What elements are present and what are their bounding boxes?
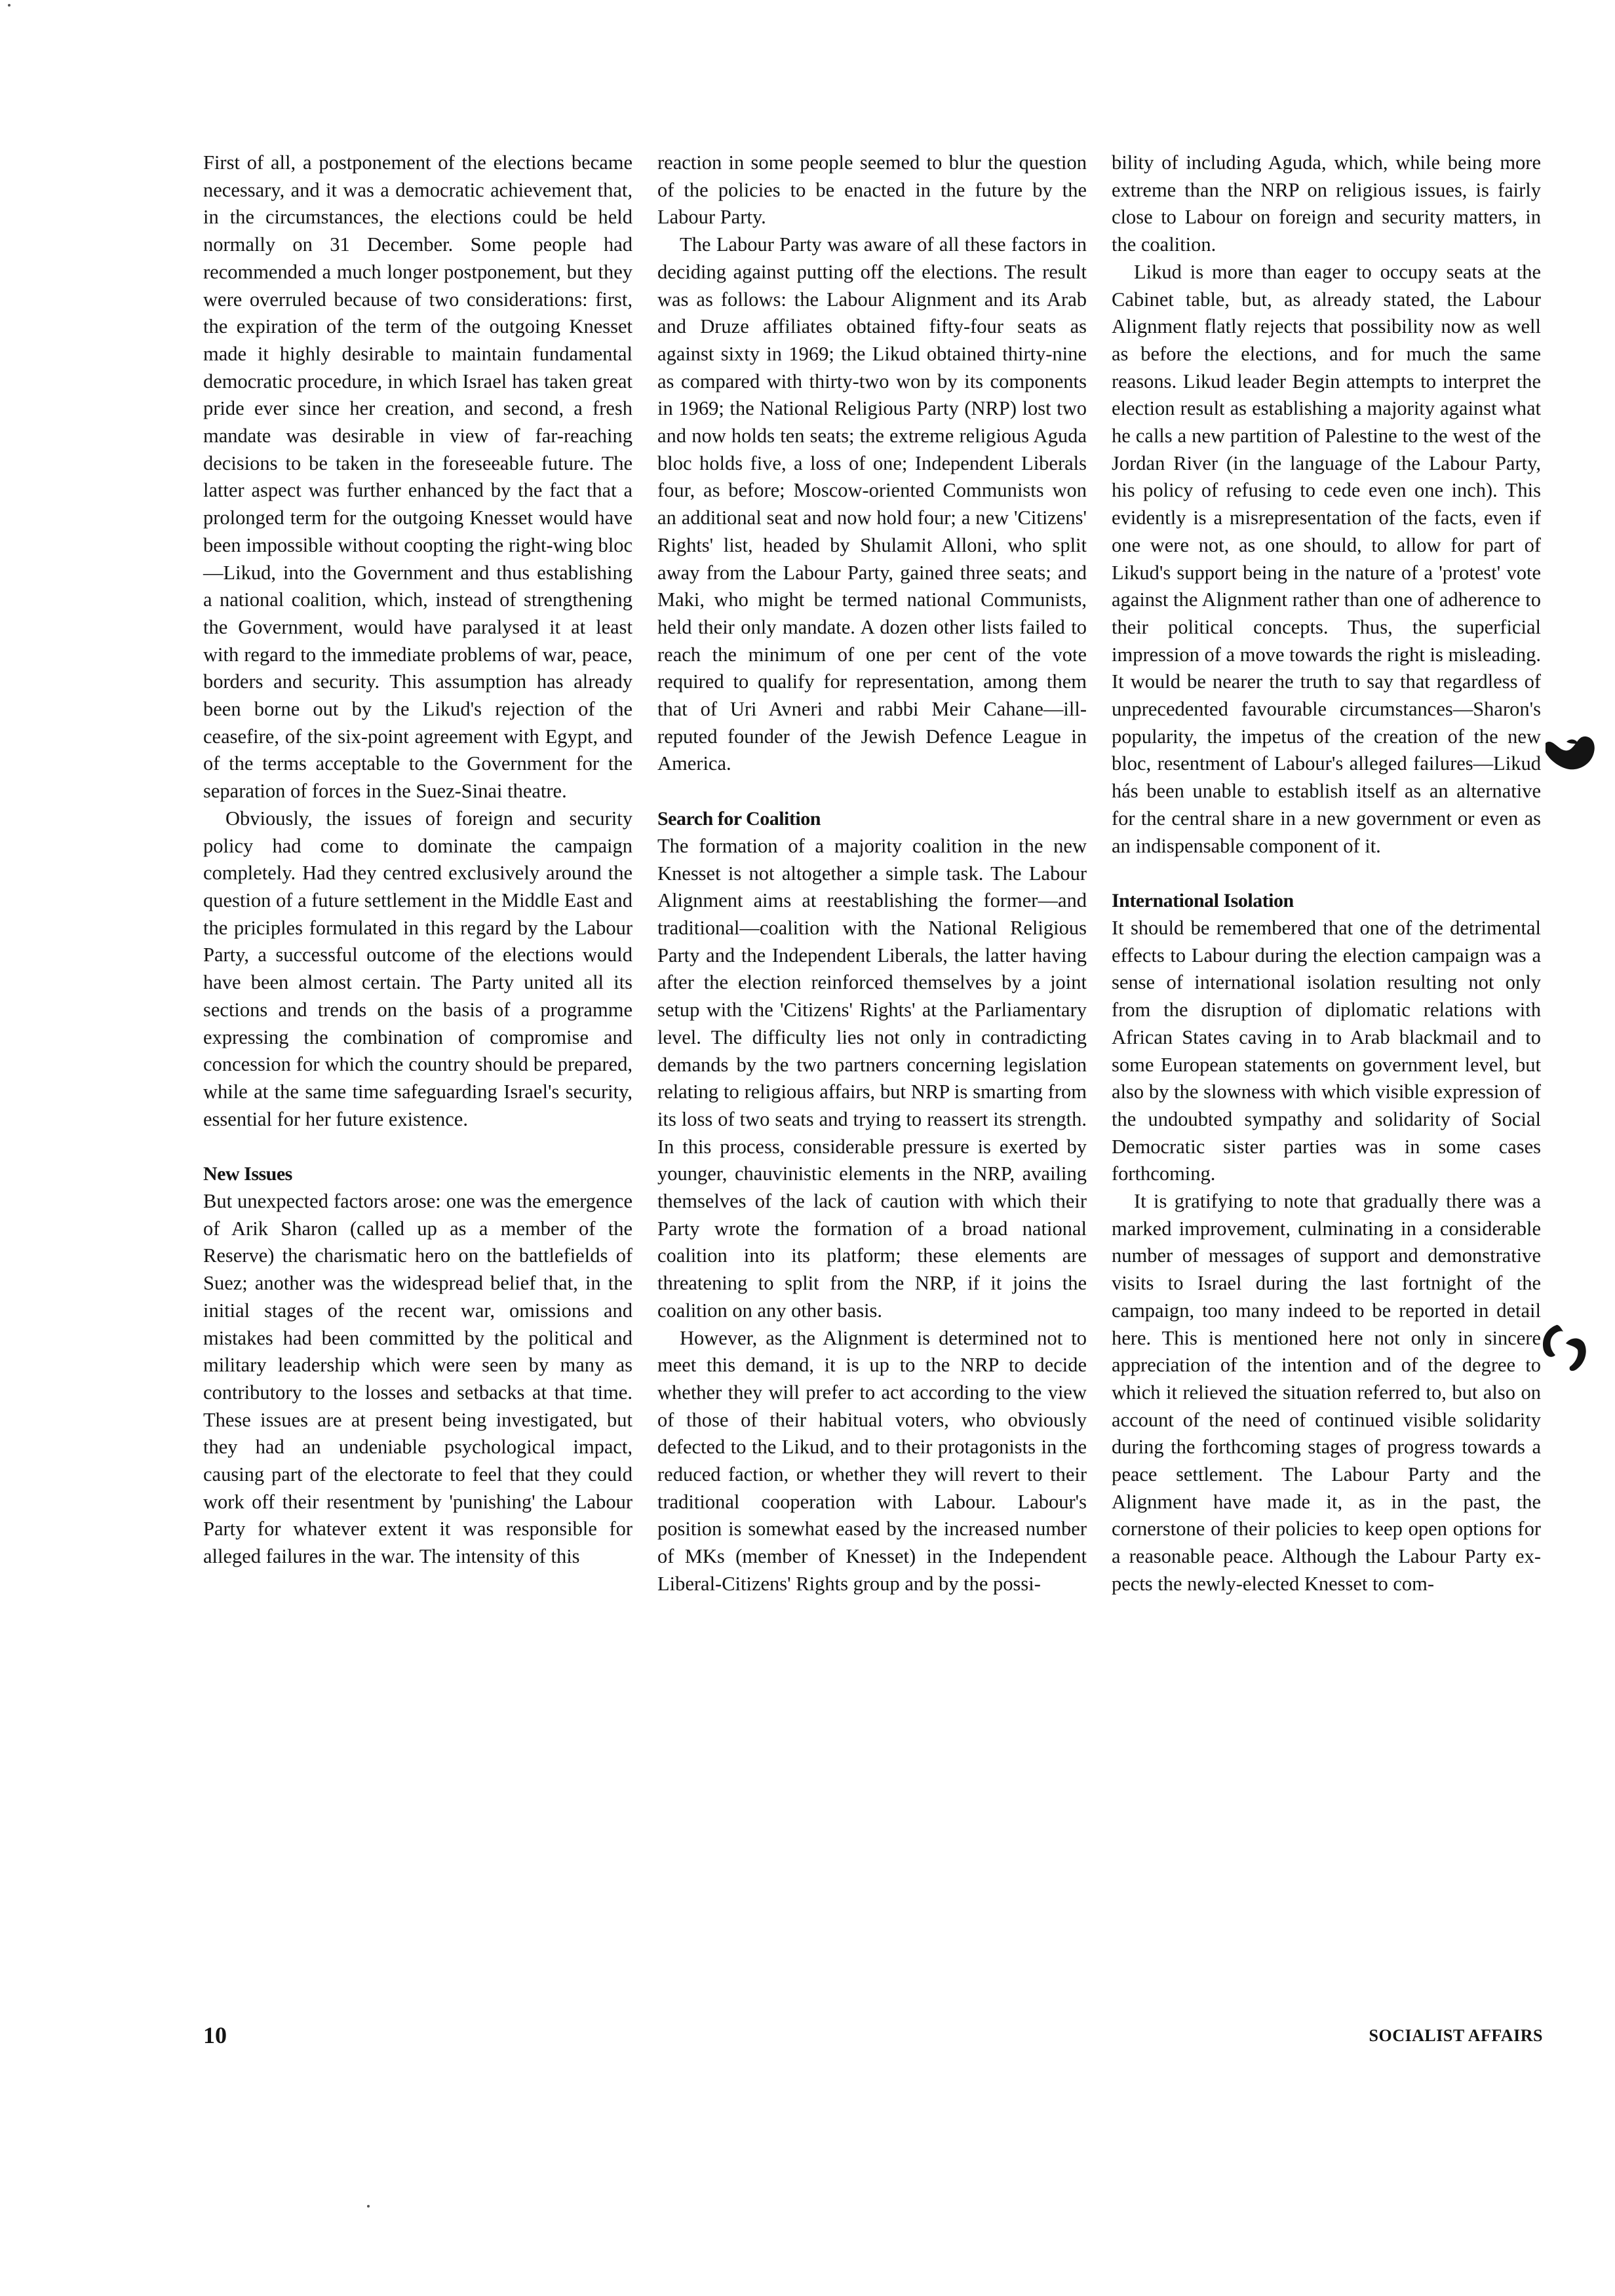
paragraph: The formation of a majority coalition in the new Knesset is not altogether a simple task. The Labour Alignment aims at reestablishing the former—and traditional—coalition with the National Religious Party and the Independent Liberals, the latter having after the election reinforced themselves by a joint setup with the 'Citizens' Rights' at the Parliamentary level. The difficulty lies not only in contradicting demands by the two partners concerning legislation relating to religious affairs, but NRP is smarting from its loss of two seats and trying to reassert its strength. In this process, considerable pressure is exerted by younger, chauvinistic elements in the NRP, availing themselves of the lack of caution with which their Party wrote the formation of a broad national coalition into its platform; these elements are threatening to split from the NRP, if it joins the coalition on any other basis. <box>657 834 1087 1322</box>
paragraph: Likud is more than eager to occupy seats at the Cabinet table, but, as already stated, the Labour Alignment flatly rejects that possibility now as well as before the elections, and for much the same reasons. Likud leader Begin attempts to interpret the election result as establishing a majority against what he calls a new partition of Palestine to the west of the Jordan River (in the language of the Labour Party, his policy of refusing to cede even one inch). This evidently is a misrepresentation of the facts, even if one were not, as one should, to allow for part of Likud's support being in the nature of a 'protest' vote against the Alignment rather than one of adherence to their political concepts. Thus, the superficial impression of a move towards the right is misleading. It would be nearer the truth to say that regardless of unprecedented favourable circumstances—Sharon's popularity, the impetus of the creation of the new bloc, resentment of Labour's alleged failures—Likud hás been unable to establish itself as an alternative for the central share in a new government or even as an indispensable component of it. <box>1112 260 1541 857</box>
paragraph: But unexpected factors arose: one was the emergence of Arik Sharon (called up as a member of the Reserve) the charismatic hero on the battlefields of Suez; another was the widespread belief that, in the initial stages of the recent war, omissions and mistakes had been committed by the political and military leadership which were seen by many as contributory to the losses and setbacks at that time. These issues are at present being investigated, but they had an undeniable psychological impact, causing part of the electorate to feel that they could work off their resentment by 'punishing' the Labour Party for whatever extent it was responsible for alleged failures in the war. The intensity of this <box>203 1190 632 1568</box>
scan-speck <box>8 4 10 7</box>
scan-speck <box>367 2205 370 2208</box>
article-column-1 <box>203 149 632 1571</box>
article-column-2 <box>657 149 1087 1598</box>
paragraph: reaction in some people seemed to blur the question of the policies to be enacted in the future by the Labour Party. <box>657 151 1087 229</box>
section-heading-search-for-coalition: Search for Coalition <box>657 808 821 830</box>
section-heading-new-issues: New Issues <box>203 1163 292 1185</box>
binding-mark-icon <box>1537 1317 1596 1376</box>
article-column-3 <box>1112 149 1541 1598</box>
paragraph: bility of including Aguda, which, while being more extreme than the NRP on religious issues, is fairly close to Labour on foreign and security matters, in the coalition. <box>1112 151 1541 256</box>
binding-mark-icon <box>1540 723 1599 782</box>
paragraph: It is gratifying to note that gradually there was a marked improvement, culminating in a considerable number of messages of support and demonstrative visits to Israel during the last fortnight of the campaign, too many indeed to be reported in detail here. This is mentioned here not only in sincere appreciation of the intention and of the degree to which it relieved the situation referred to, but also on account of the need of continued visible solidarity during the forthcoming stages of progress towards a peace settlement. The Labour Party and the Alignment have made it, as in the past, the cornerstone of their policies to keep open options for a reasonable peace. Although the Labour Party expects the newly-elected Knesset to com- <box>1112 1190 1541 1595</box>
journal-name: SOCIALIST AFFAIRS <box>1369 2026 1543 2045</box>
paragraph: Obviously, the issues of foreign and security policy had come to dominate the campaign completely. Had they centred exclusively around the question of a future settlement in the Middle East and the priciples formulated in this regard by the Labour Party, a successful outcome of the elections would have been almost certain. The Party united all its sections and trends on the basis of a programme expressing the combination of compromise and concession for which the country should be prepared, while at the same time safeguarding Israel's security, essential for her future existence. <box>203 807 632 1130</box>
paragraph: First of all, a postponement of the elections became necessary, and it was a democratic achievement that, in the circumstances, the elections could be held normally on 31 December. Some people had recommended a much longer postponement, but they were overruled because of two considerations: first, the expiration of the term of the outgoing Knesset made it highly desirable to maintain fundamental democratic procedure, in which Israel has taken great pride ever since her creation, and second, a fresh mandate was desirable in view of far-reaching decisions to be taken in the foreseeable future. The latter aspect was further enhanced by the fact that a prolonged term for the outgoing Knesset would have been impossible without coopting the right-wing bloc—Likud, into the Government and thus establishing a national coalition, which, instead of strengthening the Government, would have paralysed it at least with regard to the immediate problems of war, peace, borders and security. This assumption has already been borne out by the Likud's rejection of the ceasefire, of the six-point agreement with Egypt, and of the terms acceptable to the Government for the separation of forces in the Suez-Sinai theatre. <box>203 151 632 803</box>
section-heading-international-isolation: International Isolation <box>1112 890 1294 912</box>
paragraph: However, as the Alignment is determined not to meet this demand, it is up to the NRP to decide whether they will prefer to act according to the view of those of their habitual voters, who obviously defected to the Likud, and to their protagonists in the reduced faction, or whether they will revert to their traditional cooperation with Labour. Labour's position is somewhat eased by the increased number of MKs (member of Knesset) in the Independent Liberal-Citizens' Rights group and by the possi- <box>657 1326 1087 1595</box>
paragraph: It should be remembered that one of the detrimental effects to Labour during the election campaign was a sense of international isolation resulting not only from the disruption of diplomatic relations with African States caving in to Arab blackmail and to some European statements on government level, but also by the slowness with which visible expression of the undoubted sympathy and solidarity of Social Democratic sister parties was in some cases forthcoming. <box>1112 916 1541 1185</box>
page-number: 10 <box>203 2022 227 2048</box>
paragraph: The Labour Party was aware of all these factors in deciding against putting off the elections. The result was as follows: the Labour Alignment and its Arab and Druze affiliates obtained fifty-four seats as against sixty in 1969; the Likud obtained thirty-nine as compared with thirty-two won by its components in 1969; the National Religious Party (NRP) lost two and now holds ten seats; the extreme religious Aguda bloc holds five, a loss of one; Independent Liberals four, as before; Moscow-oriented Communists won an additional seat and now hold four; a new 'Citizens' Rights' list, headed by Shulamit Alloni, who split away from the Labour Party, gained three seats; and Maki, who might be termed national Communists, held their only mandate. A dozen other lists failed to reach the minimum of one per cent of the vote required to qualify for representation, among them that of Uri Avneri and rabbi Meir Cahane—ill-reputed founder of the Jewish Defence League in America. <box>657 233 1087 775</box>
